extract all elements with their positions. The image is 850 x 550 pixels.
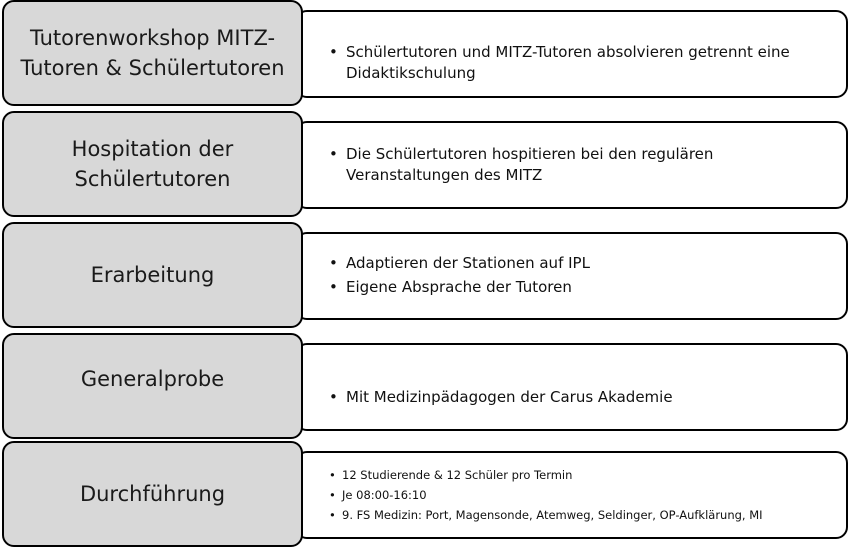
bullet-item: • Mit Medizinpädagogen der Carus Akademie — [329, 387, 826, 408]
step-detail-box — [295, 121, 848, 209]
bullet-item: • Die Schülertutoren hospitieren bei den regulären Veranstaltungen des MITZ — [329, 144, 826, 186]
step-title: Durchführung — [79, 482, 226, 506]
step-detail-box — [295, 343, 848, 431]
bullet-item: • 12 Studierende & 12 Schüler pro Termin — [329, 467, 832, 484]
step-title-box — [2, 111, 303, 217]
step-title-box — [2, 441, 303, 547]
step-title-box — [2, 0, 303, 106]
step-title: Erarbeitung — [90, 263, 215, 287]
step-detail-box — [295, 451, 848, 539]
step-title: Hospitation der Schülertutoren — [71, 137, 234, 191]
bullet-item: • Schülertutoren und MITZ-Tutoren absolvieren getrennt eine Didaktikschulung — [329, 42, 826, 84]
bullet-item: • Adaptieren der Stationen auf IPL — [329, 253, 826, 274]
step-detail-box — [295, 232, 848, 320]
bullet-item: • Eigene Absprache der Tutoren — [329, 277, 826, 298]
step-title: Generalprobe — [80, 367, 225, 391]
bullet-item: • Je 08:00-16:10 — [329, 487, 832, 504]
step-title: Tutorenworkshop MITZ-Tutoren & Schülertutoren — [20, 26, 285, 80]
bullet-item: • 9. FS Medizin: Port, Magensonde, Atemweg, Seldinger, OP-Aufklärung, MI — [329, 507, 832, 524]
step-title-box — [2, 222, 303, 328]
step-title-box — [2, 333, 303, 439]
step-detail-box — [295, 10, 848, 98]
